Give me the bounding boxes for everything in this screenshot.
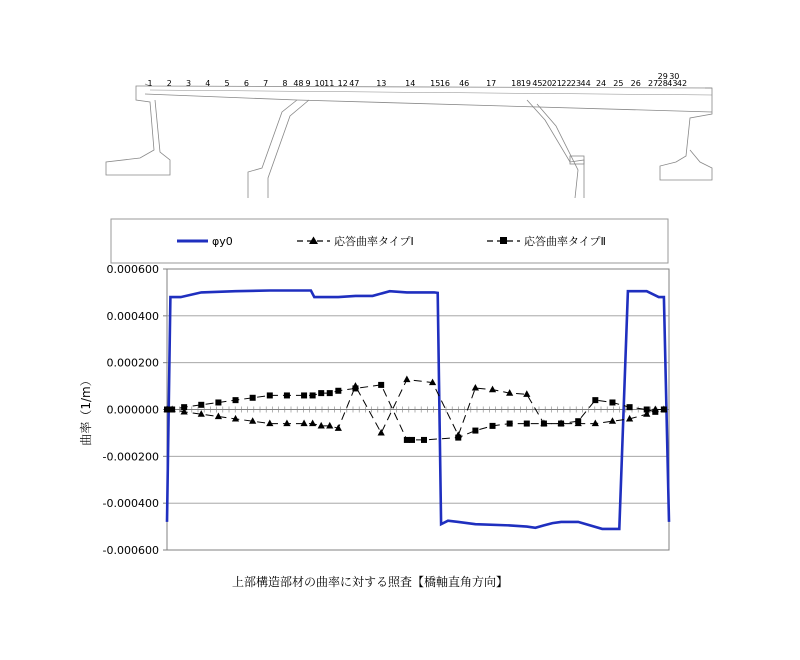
- point-marker-square: [301, 392, 307, 398]
- member-label: 44: [580, 79, 591, 88]
- right-inclined-leg: [527, 100, 584, 198]
- member-label: 4: [205, 79, 211, 88]
- point-marker-square: [661, 407, 667, 413]
- plot-area: [103, 263, 669, 557]
- member-label: 47: [349, 79, 360, 88]
- point-marker-square: [233, 397, 239, 403]
- point-marker-square: [472, 428, 478, 434]
- point-marker-square: [198, 402, 204, 408]
- member-label: 21: [551, 79, 562, 88]
- member-label: 48: [293, 79, 304, 88]
- y-tick-label: -0.000400: [102, 497, 159, 511]
- member-label: 2: [166, 79, 172, 88]
- y-axis-ticks: [103, 263, 167, 557]
- point-marker-square: [284, 392, 290, 398]
- point-marker-square: [409, 437, 415, 443]
- member-label: 22: [561, 79, 572, 88]
- point-marker-square: [652, 409, 658, 415]
- legend-label-type2: 応答曲率タイプⅡ: [524, 235, 606, 248]
- point-marker-square: [310, 392, 316, 398]
- member-label: 25: [613, 79, 624, 88]
- member-label: 10: [314, 79, 325, 88]
- y-tick-label: -0.000600: [102, 544, 159, 557]
- legend: [111, 219, 668, 263]
- member-label: 27: [647, 79, 659, 88]
- point-marker-square: [267, 392, 273, 398]
- member-label: 9: [305, 79, 311, 88]
- y-tick-label: 0.000200: [106, 356, 159, 370]
- point-marker-square: [421, 437, 427, 443]
- point-marker-square: [490, 423, 496, 429]
- member-label: 17: [486, 79, 497, 88]
- member-label: 30: [669, 72, 680, 81]
- point-marker-square: [507, 421, 513, 427]
- point-marker-square: [541, 421, 547, 427]
- member-label: 18: [511, 79, 522, 88]
- legend-label-type1: 応答曲率タイプⅠ: [334, 235, 414, 248]
- member-label: 42: [676, 79, 688, 88]
- member-label: 26: [630, 79, 641, 88]
- point-marker-square: [215, 399, 221, 405]
- member-label: 1: [147, 79, 153, 88]
- member-label: 13: [376, 79, 387, 88]
- member-label: 14: [405, 79, 416, 88]
- member-label: 6: [243, 79, 249, 88]
- member-label: 45: [532, 79, 543, 88]
- point-marker-square: [181, 404, 187, 410]
- right-abutment: [660, 88, 712, 180]
- member-label: 46: [459, 79, 470, 88]
- member-label: 28: [657, 79, 668, 88]
- point-marker-square: [318, 390, 324, 396]
- point-marker-square: [558, 421, 564, 427]
- member-label: 7: [263, 79, 269, 88]
- left-abutment: [106, 86, 170, 175]
- member-label: 5: [224, 79, 230, 88]
- member-label: 3: [186, 79, 192, 88]
- member-label: 29: [657, 72, 668, 81]
- point-marker-square: [404, 437, 410, 443]
- left-inclined-leg: [248, 100, 309, 198]
- member-label: 15: [430, 79, 441, 88]
- member-label: 20: [541, 79, 553, 88]
- point-marker-square: [378, 382, 384, 388]
- point-marker-square: [609, 399, 615, 405]
- legend-label-phi-y0: φy0: [212, 235, 233, 248]
- point-marker-square: [250, 395, 256, 401]
- point-marker-square: [627, 404, 633, 410]
- legend-marker-square: [500, 237, 507, 244]
- y-tick-label: 0.000400: [106, 309, 159, 323]
- y-tick-label: -0.000200: [102, 450, 159, 464]
- y-tick-label: 0.000000: [106, 403, 159, 417]
- point-marker-square: [352, 385, 358, 391]
- member-label: 8: [282, 79, 288, 88]
- point-marker-square: [455, 435, 461, 441]
- deck-top-line: [145, 84, 712, 88]
- chart-caption: 上部構造部材の曲率に対する照査【橋軸直角方向】: [231, 575, 508, 589]
- member-number-labels: [147, 72, 687, 88]
- deck-bottom-line: [145, 94, 712, 112]
- point-marker-square: [644, 407, 650, 413]
- member-label: 24: [595, 79, 607, 88]
- point-marker-square: [169, 407, 175, 413]
- member-label: 43: [667, 79, 678, 88]
- point-marker-square: [327, 390, 333, 396]
- member-label: 11: [324, 79, 335, 88]
- member-label: 23: [570, 79, 582, 88]
- y-tick-label: 0.000600: [106, 263, 159, 276]
- point-marker-square: [164, 407, 170, 413]
- member-label: 19: [520, 79, 531, 88]
- bridge-elevation-diagram: [106, 84, 712, 198]
- point-marker-square: [592, 397, 598, 403]
- x-axis-minor-ticks: [167, 407, 663, 413]
- member-label: 16: [439, 79, 451, 88]
- point-marker-square: [524, 421, 530, 427]
- member-label: 12: [337, 79, 348, 88]
- deck-inner-line: [150, 90, 712, 95]
- point-marker-square: [335, 388, 341, 394]
- point-marker-square: [575, 418, 581, 424]
- y-axis-label: 曲率（1/m）: [79, 374, 93, 446]
